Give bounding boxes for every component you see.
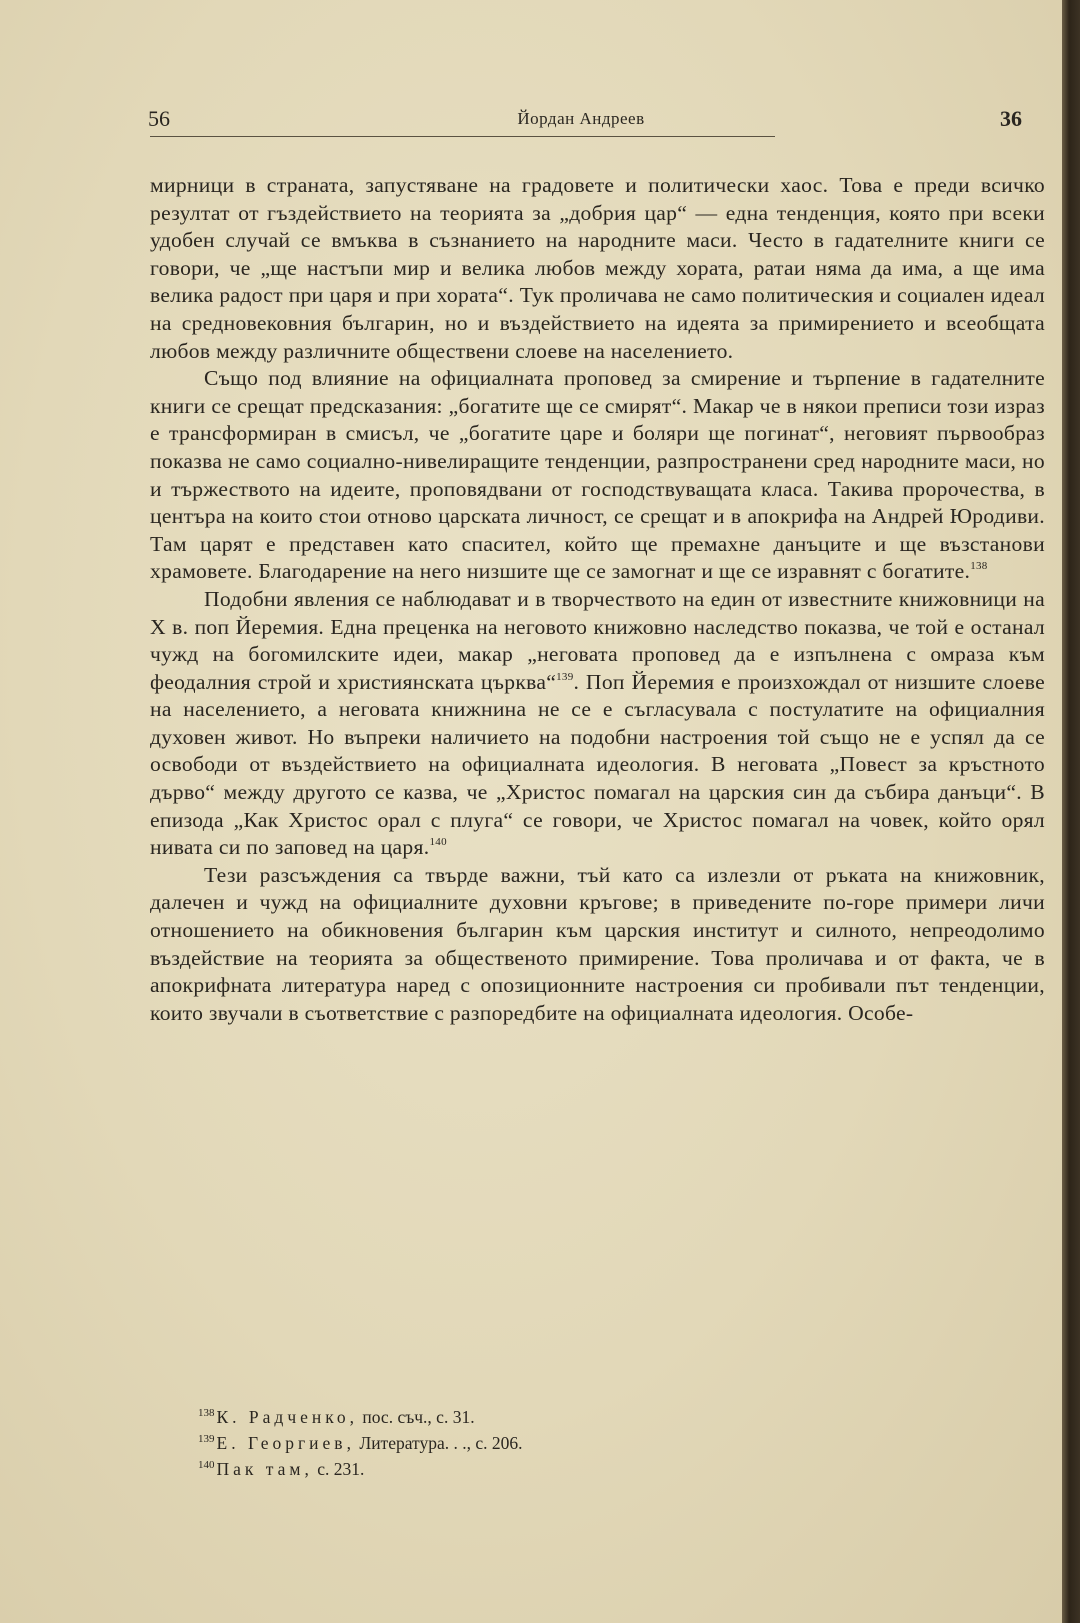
body-text (150, 172, 1045, 1027)
footnote-number: 138 (198, 1407, 215, 1419)
footnote-author: Е. Георгиев, (216, 1433, 355, 1453)
paragraph-text: . Поп Йеремия е произхождал от низшите слоеве на населението, а неговата книжнина не се е съгласувала с постулатите на официалния духовен живот. Но въпреки наличието на подобни настроения той също не е успял да се освободи от въздействието на официалната идеология. В неговата „Повест за кръстното дърво“ между другото се казва, че „Христос помагал на царския син да събира данъци“. В епизода „Как Христос орал с плуга“ се говори, че Христос помагал на човек, който орял нивата си по заповед на царя. (150, 669, 1045, 860)
page-number: 56 (148, 106, 170, 131)
page-marker: 36 (1000, 106, 1022, 131)
footnote-number: 139 (198, 1433, 215, 1445)
header-rule (150, 136, 775, 137)
footnote (198, 1402, 758, 1428)
footnote (198, 1428, 758, 1454)
running-head-author: Йордан Андреев (517, 109, 645, 128)
footnote (198, 1454, 758, 1480)
paragraph (150, 172, 1045, 365)
footnote-reference[interactable]: 139 (556, 670, 574, 683)
paragraph (150, 862, 1045, 1028)
running-head (140, 104, 1022, 134)
paragraph-text: Също под влияние на официалната проповед за смирение и търпение в гадателните книги се срещат предсказания: „богатите ще се смирят“. Макар че в някои преписи този израз е трансформиран в смисъл, че „богатите царе и боляри ще погинат“, неговият първообраз показва не само социално-нивелиращите тенденции, разпространени сред народните маси, но и тържеството на идеите, проповядвани от господствуващата класа. Такива пророчества, в центъра на които стои отново царската личност, се срещат и в апокрифа на Андрей Юродиви. Там царят е представен като спасител, който ще премахне данъците и ще възстанови храмовете. Благодарение на него низшите ще се замогнат и ще се изравнят с богатите. (150, 366, 1045, 584)
footnote-reference[interactable]: 140 (429, 836, 447, 849)
footnote-author: Пак там, (216, 1459, 313, 1479)
paragraph-text: Подобни явления се наблюдават и в творчеството на един от известните книжовници на X в. поп Йеремия. Една преценка на неговото книжовно наследство показва, че той е останал чужд на богомилските идеи, макар „неговата проповед да е изпълнена с омраза към феодалния строй и християнската църква“ (150, 586, 1045, 694)
paragraph-text: Тези разсъждения са твърде важни, тъй като са излезли от ръката на книжовник, далечен и чужд на официалните духовни кръгове; в приведените по-горе примери личи отношението на обикновения българин към царския институт и силното, непреодолимо въздействие на теорията за общественото примирение. Това проличава и от факта, че в апокрифната литература наред с опозиционните настроения си пробивали път тенденции, които звучали в съответствие с разпоредбите на официалната идеология. Особе- (150, 862, 1045, 1025)
footnote-author: К. Радченко, (216, 1407, 358, 1427)
paragraph-text: мирници в страната, запустяване на градовете и политически хаос. Това е преди всичко резултат от гъздействието на теорията за „добрия цар“ — една тенденция, която при всеки удобен случай се вмъква в съзнанието на народните маси. Често в гадателните книги се говори, че „ще настъпи мир и велика любов между хората, ратаи няма да има, а ще има велика радост при царя и при хората“. Тук проличава не само политическия и социален идеал на средновековния българин, но и въздействието на идеята за примирението и всеобщата любов между различните обществени слоеве на населението. (150, 173, 1045, 363)
footnote-citation: Литература. . ., с. 206. (354, 1433, 523, 1453)
footnotes (198, 1402, 758, 1480)
paragraph (150, 586, 1045, 862)
book-spine-edge (1062, 0, 1080, 1623)
footnote-reference[interactable]: 138 (970, 560, 988, 573)
footnote-citation: пос. съч., с. 31. (358, 1407, 475, 1427)
footnote-citation: с. 231. (312, 1459, 365, 1479)
paragraph (150, 365, 1045, 586)
footnote-number: 140 (198, 1459, 215, 1471)
